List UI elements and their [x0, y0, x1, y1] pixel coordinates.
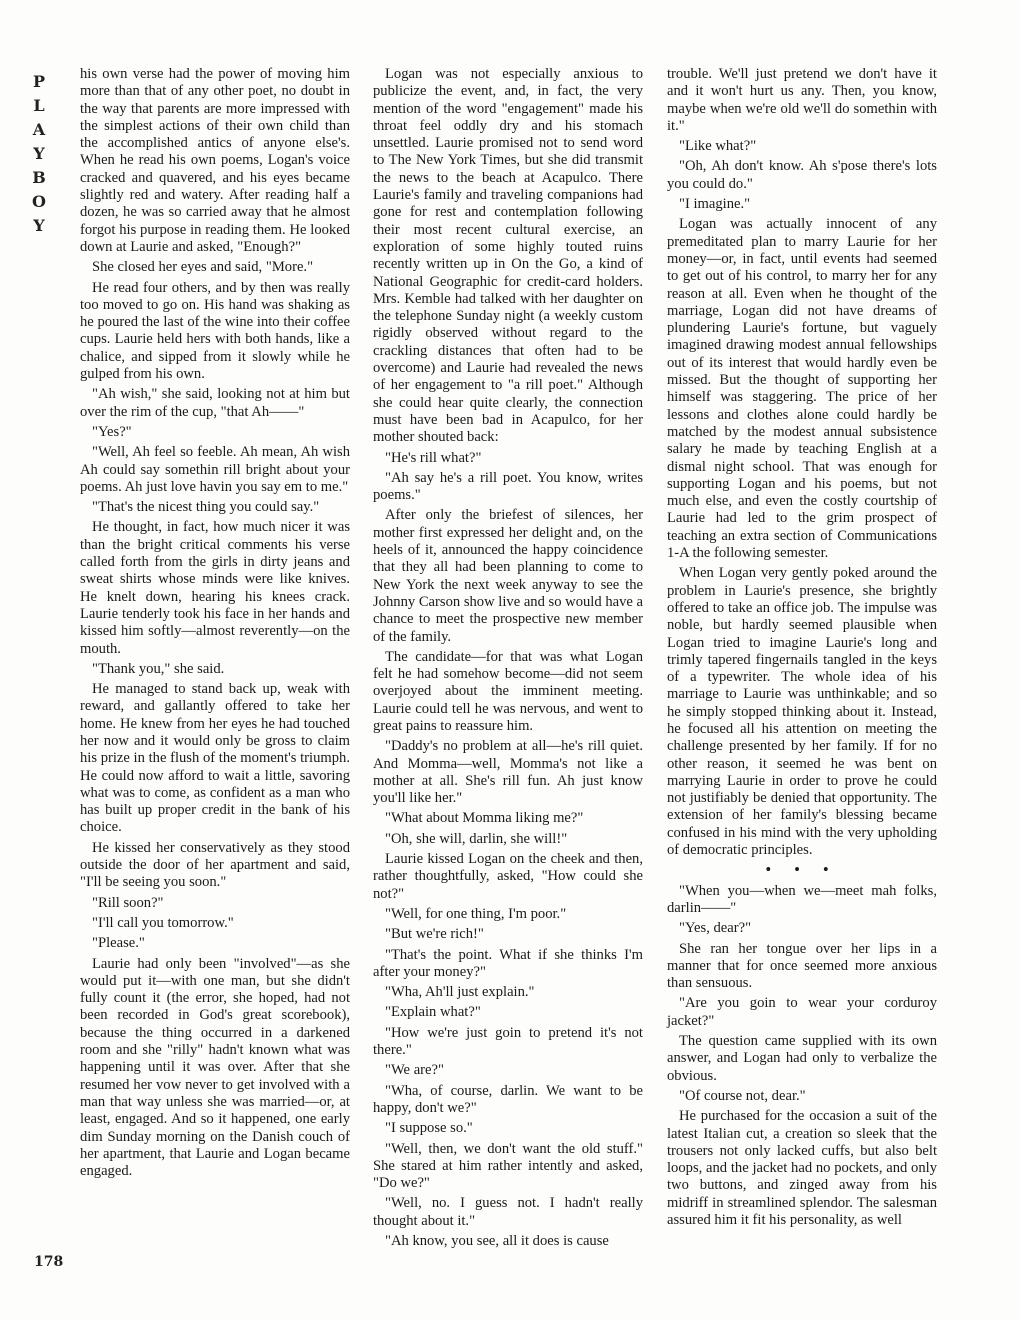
paragraph: "That's the point. What if she thinks I'm after your money?"	[373, 946, 643, 980]
paragraph: "When you—when we—meet mah folks, darlin——"	[667, 882, 937, 916]
paragraph: He managed to stand back up, weak with reward, and gallantly offered to take her home. He knew from her eyes he had touched her now and it would only be gross to claim his prize in the flush of the moment's triumph. He could now afford to wait a little, savoring what was to come, as confident as a man who has built up proper credit in the bank of his choice.	[80, 681, 350, 836]
paragraph: "How we're just goin to pretend it's not there."	[373, 1024, 643, 1059]
paragraph: Logan was not especially anxious to publicize the event, and, in fact, the very mention of the word "engagement" made his throat feel oddly dry and his stomach unsettled. Laurie promised not to send word to The New York Times, but she did transmit the news to the beach at Acapulco. There Laurie's family and traveling companions had gone for rest and contemplation following their most recent cultural exercise, an exploration of some highly touted ruins recently written up in On the Go, a kind of National Geographic for credit-card holders. Mrs. Kemble had talked with her daughter on the telephone Sunday night (a weekly custom rigidly observed without regard to the crackling distances that often had to be overcome) and Laurie had revealed the news of her engagement to "a rill poet." Although she could hear quite clearly, the connection must have been bad in Acapulco, for her mother shouted back:	[373, 66, 643, 446]
paragraph: "What about Momma liking me?"	[385, 810, 584, 827]
masthead-letter: Y	[33, 144, 45, 163]
playboy-masthead	[28, 70, 50, 238]
paragraph: "I'll call you tomorrow."	[92, 914, 234, 931]
paragraph: "Yes, dear?"	[679, 920, 752, 937]
paragraph: "Well, Ah feel so feeble. Ah mean, Ah wish Ah could say somethin rill bright about your poems. Ah just love havin you say em to me."	[80, 444, 350, 495]
paragraph: Logan was actually innocent of any premeditated plan to marry Laurie for her money—or, in fact, until events had seemed to get out of his control, to marry her for any reason at all. Even when he thought of the marriage, Logan did not have dreams of plundering Laurie's fortune, but vaguely imagined drawing modest annual fellowships out of its interest that would hardly even be missed. But the thought of supporting her himself was staggering. The price of her lessons and clothes alone could hardly be matched by the modest annual subsistence salary he made by teaching English at a dismal night school. That was enough for supporting Logan and his poems, but not much else, and even the costly courtship of Laurie had led to the grim prospect of teaching an extra section of Communications 1-A the following semester.	[667, 216, 937, 562]
paragraph: Laurie kissed Logan on the cheek and then, rather thoughtfully, asked, "How could she not?"	[373, 851, 643, 902]
paragraph: trouble. We'll just pretend we don't have it and it won't hurt us any. Then, you know, maybe when we're old we'll do somethin with it."	[667, 66, 937, 134]
paragraph: his own verse had the power of moving him more than that of any other poet, no doubt in the way that parents are more impressed with the simplest actions of their own child than the accomplished antics of anyone else's. When he read his own poems, Logan's voice cracked and quavered, and his eyes became slightly red and watery. After reading half a dozen, he was so carried away that he almost forgot his purpose in reading them. He looked down at Laurie and asked, "Enough?"	[80, 66, 350, 255]
section-break: • • •	[765, 862, 839, 879]
paragraph: "Thank you," she said.	[92, 660, 225, 677]
paragraph: He read four others, and by then was really too moved to go on. His hand was shaking as he poured the last of the wine into their coffee cups. Laurie held hers with both hands, like a chalice, and sipped from it slowly while he gulped from his own.	[80, 279, 350, 383]
paragraph: She ran her tongue over her lips in a manner that for once seemed more anxious than sensuous.	[667, 940, 937, 992]
paragraph: He kissed her conservatively as they stood outside the door of her apartment and said, "I'll be seeing you soon."	[80, 839, 350, 891]
text-column-2	[373, 66, 643, 1253]
paragraph: "Well, then, we don't want the old stuff." She stared at him rather intently and asked, "Do we?"	[373, 1140, 643, 1192]
paragraph: "Rill soon?"	[92, 894, 164, 911]
paragraph: "Of course not, dear."	[679, 1087, 806, 1104]
masthead-letter: O	[32, 192, 46, 211]
paragraph: "He's rill what?"	[385, 449, 482, 466]
paragraph: "That's the nicest thing you could say."	[92, 499, 320, 516]
paragraph: "Ah say he's a rill poet. You know, writes poems."	[373, 469, 643, 504]
paragraph: "Ah know, you see, all it does is cause	[385, 1233, 609, 1249]
paragraph: "Daddy's no problem at all—he's rill quiet. And Momma—well, Momma's not like a mother at all. She's rill fun. Ah just know you'll like her."	[373, 738, 643, 807]
paragraph: "Wha, Ah'll just explain."	[385, 984, 535, 1001]
paragraph: "But we're rich!"	[385, 926, 484, 943]
masthead-letter: L	[33, 96, 45, 115]
paragraph: "I imagine."	[679, 196, 751, 213]
text-column-1	[80, 66, 350, 1183]
text-column-3	[667, 66, 937, 1232]
paragraph: The candidate—for that was what Logan felt he had somehow become—did not seem overjoyed about the imminent meeting. Laurie could tell he was nervous, and went to great pains to reassure him.	[373, 648, 643, 734]
masthead-letter: A	[32, 120, 46, 139]
masthead-letter: B	[32, 168, 46, 187]
paragraph: "Yes?"	[92, 423, 132, 440]
paragraph: "Like what?"	[679, 138, 757, 155]
page-number: 178	[34, 1254, 64, 1270]
paragraph: "Are you goin to wear your corduroy jacket?"	[667, 995, 937, 1029]
paragraph: She closed her eyes and said, "More."	[92, 259, 314, 276]
paragraph: "We are?"	[385, 1062, 444, 1079]
paragraph: After only the briefest of silences, her mother first expressed her delight and, on the heels of it, announced the happy coincidence that they all had been planning to come to New York the next week anyway to see the Johnny Carson show live and so would have a chance to meet the prospective new member of the family.	[373, 507, 643, 645]
paragraph: "Well, no. I guess not. I hadn't really thought about it."	[373, 1195, 643, 1229]
paragraph: He thought, in fact, how much nicer it was than the bright critical comments his verse called forth from the girls in dirty jeans and sweat shirts whose minds were like knives. He knelt down, hearing his knees crack. Laurie tenderly took his face in her hands and kissed him softly—almost reverently—on the mouth.	[80, 519, 350, 657]
paragraph: The question came supplied with its own answer, and Logan had only to verbalize the obvious.	[667, 1033, 937, 1084]
paragraph: "I suppose so."	[385, 1120, 473, 1137]
paragraph: "Please."	[92, 935, 145, 952]
masthead-letter: Y	[33, 216, 45, 235]
paragraph: When Logan very gently poked around the problem in Laurie's presence, she brightly offered to take an office job. The impulse was noble, but hardly seemed plausible when Logan tried to imagine Laurie's long and trimly tapered fingernails tangled in the keys of a typewriter. The whole idea of his marriage to Laurie was unthinkable; and so he simply stopped thinking about it. Instead, he focused all his attention on meeting the challenge presented by her family. If for no other reason, it seemed he was bent on marrying Laurie in order to prove he could not justifiably be denied that opportunity. The extension of her family's blessing became confused in his mind with the very upholding of democratic principles.	[667, 565, 937, 859]
masthead-letter: P	[32, 72, 46, 91]
paragraph: "Wha, of course, darlin. We want to be happy, don't we?"	[373, 1082, 643, 1116]
paragraph: He purchased for the occasion a suit of the latest Italian cut, a creation so sleek that the trousers not only lacked cuffs, but also belt loops, and the jacket had no pockets, and only two buttons, and zinged away from his midriff in streamlined splendor. The salesman assured him it fit his personality, as well	[667, 1108, 937, 1228]
paragraph: "Oh, Ah don't know. Ah s'pose there's lots you could do."	[667, 158, 937, 192]
paragraph: "Ah wish," she said, looking not at him but over the rim of the cup, "that Ah——"	[80, 386, 350, 420]
paragraph: "Well, for one thing, I'm poor."	[385, 905, 567, 922]
paragraph: "Explain what?"	[385, 1004, 481, 1021]
paragraph: Laurie had only been "involved"—as she would put it—with one man, but she didn't fully count it (the error, she hoped, had not been recorded in God's great scorebook), because the thing occurred in a darkened room and she "rilly" hadn't known what was happening until it was over. After that she resumed her vow never to get involved with a man that way unless she was married—or, at least, engaged. And so it happened, one early dim Sunday morning on the Danish couch of her apartment, that Laurie and Logan became engaged.	[80, 955, 350, 1180]
paragraph: "Oh, she will, darlin, she will!"	[385, 830, 568, 847]
